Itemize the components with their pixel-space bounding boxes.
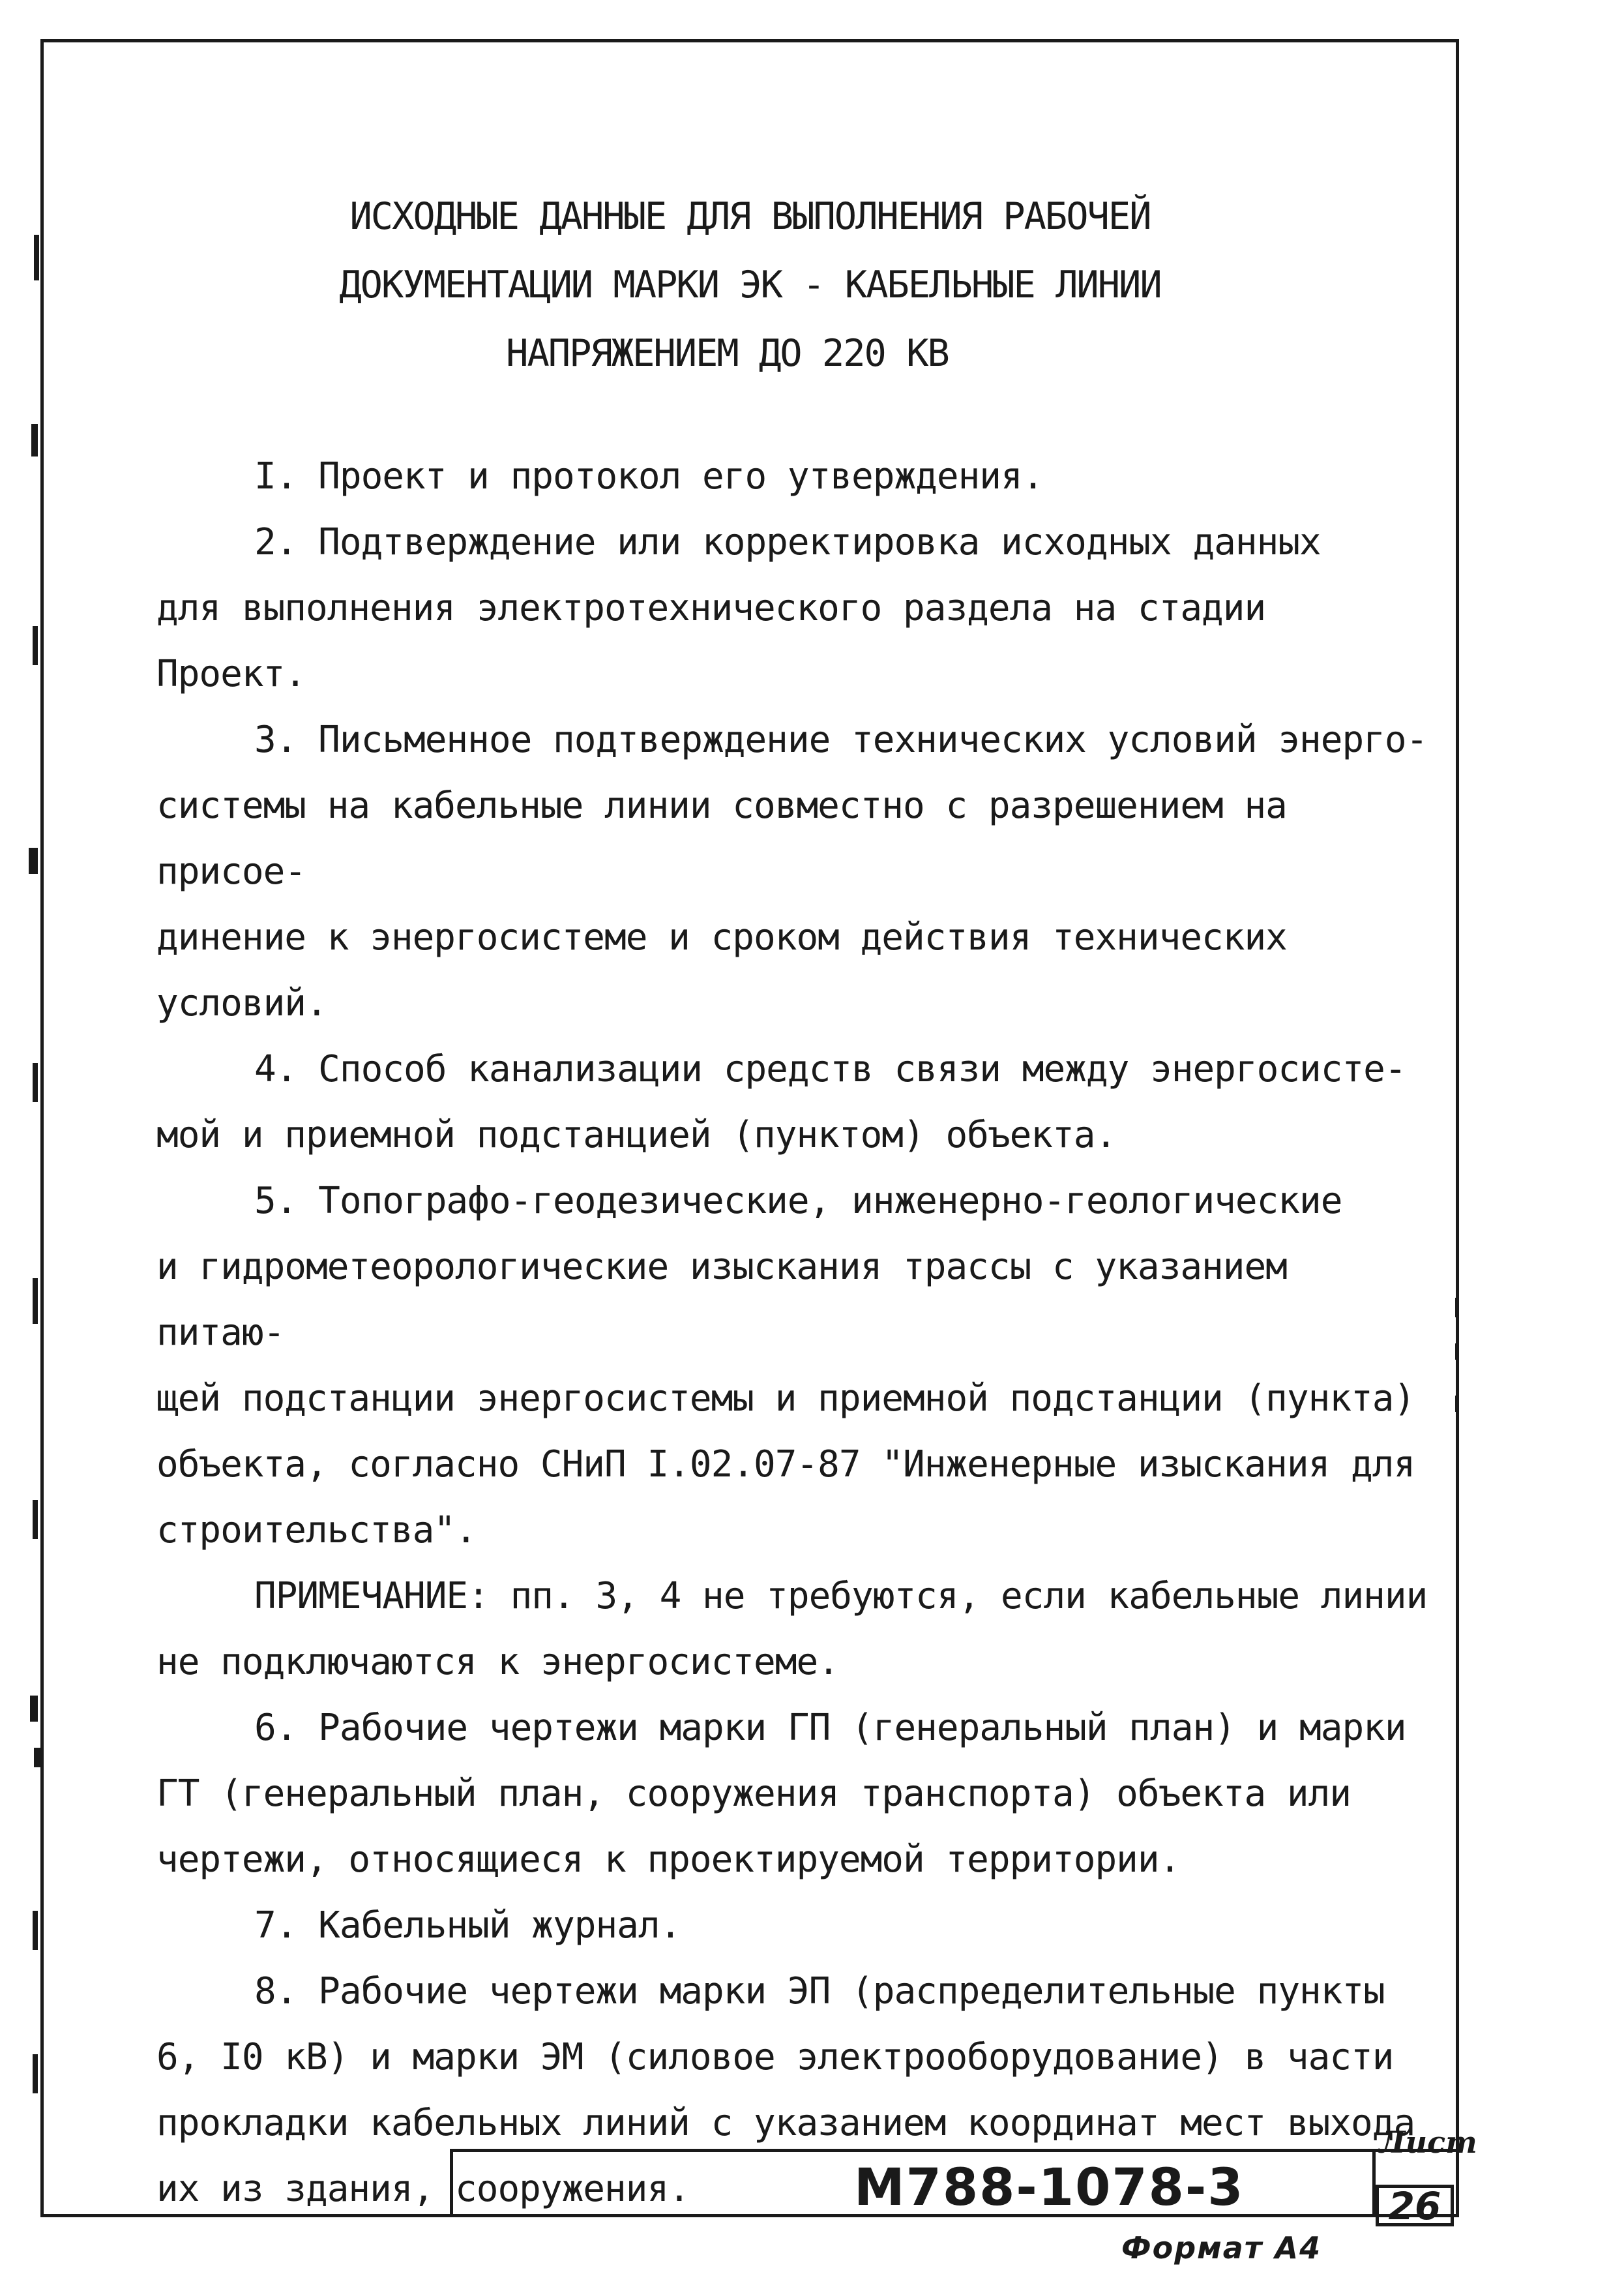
document-title xyxy=(0,183,1624,388)
text-line: чертежи, относящиеся к проектируемой территории. xyxy=(156,1838,1181,1881)
text-line: ГТ (генеральный план, сооружения транспорта) объекта или xyxy=(156,1773,1351,1815)
margin-tick xyxy=(33,1063,38,1102)
text-line: 5. Топографо-геодезические, инженерно-геологические xyxy=(254,1180,1342,1222)
text-line: прокладки кабельных линий с указанием координат мест выхода xyxy=(156,2102,1415,2144)
margin-tick xyxy=(29,848,38,874)
text-line: 8. Рабочие чертежи марки ЭП (распределительные пункты xyxy=(254,1970,1385,2012)
document-body xyxy=(156,443,1434,2222)
margin-tick xyxy=(1455,1343,1459,1360)
sheet-label: Лист xyxy=(1379,2125,1477,2160)
note-line: не подключаются к энергосистеме. xyxy=(156,1641,839,1683)
text-line: 2. Подтверждение или корректировка исходных данных xyxy=(254,521,1321,563)
sheet-number: 26 xyxy=(1376,2185,1454,2226)
margin-tick xyxy=(33,1911,38,1950)
margin-tick xyxy=(30,1696,38,1722)
title-line-2: ДОКУМЕНТАЦИИ МАРКИ ЭК - КАБЕЛЬНЫЕ ЛИНИИ xyxy=(339,263,1161,307)
margin-tick xyxy=(31,424,38,456)
title-line-1: ИСХОДНЫЕ ДАННЫЕ ДЛЯ ВЫПОЛНЕНИЯ РАБОЧЕЙ xyxy=(349,195,1151,238)
text-line: 7. Кабельный журнал. xyxy=(254,1904,681,1947)
margin-tick xyxy=(33,1278,38,1324)
title-line-3: НАПРЯЖЕНИЕМ ДО 220 КВ xyxy=(506,332,949,375)
margin-tick xyxy=(33,626,38,665)
note-line: ПРИМЕЧАНИЕ: пп. 3, 4 не требуются, если кабельные линии xyxy=(254,1575,1428,1617)
document-code: М788-1078-3 xyxy=(854,2159,1245,2217)
text-line: мой и приемной подстанцией (пунктом) объекта. xyxy=(156,1114,1117,1156)
text-line: 4. Способ канализации средств связи между энергосисте- xyxy=(254,1048,1406,1090)
text-line: щей подстанции энергосистемы и приемной подстанции (пункта) xyxy=(156,1377,1415,1420)
margin-tick xyxy=(34,1748,40,1767)
paper-format: Формат А4 xyxy=(1121,2230,1322,2266)
text-line: 6, I0 кВ) и марки ЭМ (силовое электрооборудование) в части xyxy=(156,2036,1394,2078)
text-line: динение к энергосистеме и сроком действия технических условий. xyxy=(156,916,1287,1025)
text-line: для выполнения электротехнического раздела на стадии Проект. xyxy=(156,587,1266,695)
text-line: I. Проект и протокол его утверждения. xyxy=(254,455,1044,498)
margin-tick xyxy=(33,1500,38,1539)
text-line: объекта, согласно СНиП I.02.07-87 "Инженерные изыскания для xyxy=(156,1443,1415,1486)
text-line: 3. Письменное подтверждение технических условий энерго- xyxy=(254,719,1428,761)
text-line: их из здания, сооружения. xyxy=(156,2168,690,2210)
text-line: 6. Рабочие чертежи марки ГП (генеральный план) и марки xyxy=(254,1707,1406,1749)
margin-tick xyxy=(33,2054,38,2093)
text-line: и гидрометеорологические изыскания трассы с указанием питаю- xyxy=(156,1246,1287,1354)
margin-tick xyxy=(1455,1396,1459,1412)
text-line: строительства". xyxy=(156,1509,477,1551)
margin-tick xyxy=(1455,1298,1459,1317)
text-line: системы на кабельные линии совместно с разрешением на присое- xyxy=(156,785,1287,893)
